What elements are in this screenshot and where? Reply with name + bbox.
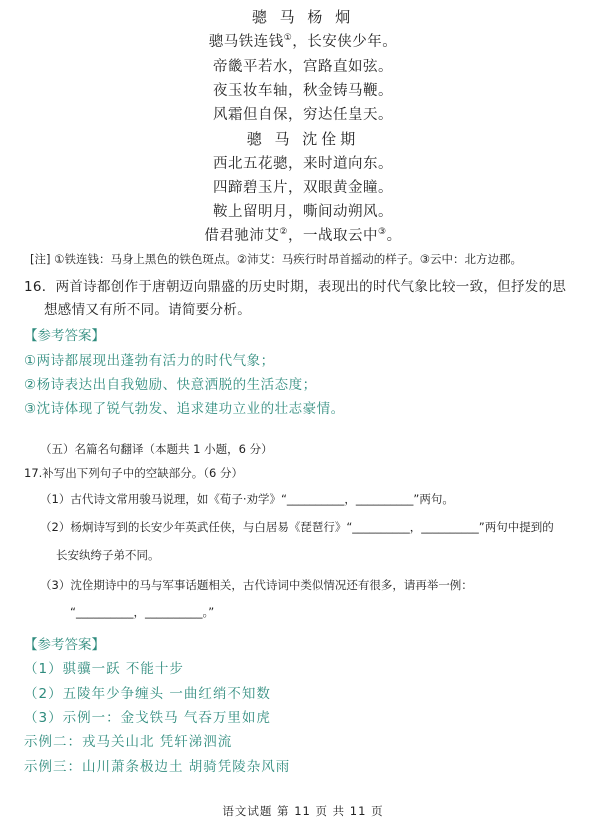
question-17-part-3b: “__________，__________。” [70, 605, 215, 619]
poem1-title: 骢 马 杨 炯 [251, 8, 355, 26]
poem2-line-4-b: ，一战取云中 [288, 228, 378, 244]
answer-16-item-3: ③沈诗体现了锐气勃发、追求建功立业的壮志豪情。 [24, 401, 345, 417]
poem1-line-3: 夜玉妆车轴，秋金铸马鞭。 [213, 83, 393, 99]
section-5-heading: （五）名篇名句翻译（本题共 1 小题，6 分） [40, 442, 273, 456]
footnote-mark-1: ① [283, 33, 293, 44]
poem-notes: [注] ①铁连钱：马身上黑色的铁色斑点。②沛艾：马疾行时昂首摇动的样子。③云中：北方边郡。 [30, 252, 523, 266]
poem2-line-4-a: 借君驰沛艾 [204, 228, 280, 244]
answer-17-item-3: （3）示例一：金戈铁马 气吞万里如虎 [24, 710, 271, 726]
poem1-line-1-rest: ，长安侠少年。 [292, 34, 398, 50]
poem2-line-3: 鞍上留明月，嘶间动朔风。 [213, 204, 393, 220]
answer-16-item-1: ①两诗都展现出蓬勃有活力的时代气象； [24, 353, 275, 369]
poem2-line-4 [0, 224, 606, 245]
answer-17-heading: 【参考答案】 [24, 637, 105, 653]
poem1-line-1 [0, 30, 606, 51]
question-16-line-2: 想感情又有所不同。请简要分析。 [44, 302, 251, 318]
poem2-line-1: 西北五花骢，来时道向东。 [213, 156, 393, 172]
answer-17-item-1: （1）骐骥一跃 不能十步 [24, 661, 184, 677]
answer-17-item-5: 示例三：山川萧条极边土 胡骑凭陵杂风雨 [24, 759, 291, 775]
poem1-line-1-text: 骢马铁连钱 [208, 34, 284, 50]
page-footer: 语文试题 第 11 页 共 11 页 [222, 804, 384, 818]
answer-17-item-4: 示例二：戎马关山北 凭轩涕泗流 [24, 734, 233, 750]
answer-16-item-2: ②杨诗表达出自我勉励、快意洒脱的生活态度； [24, 377, 317, 393]
question-17-part-1: （1）古代诗文常用骏马说理，如《荀子·劝学》“__________，__________”两句。 [40, 492, 454, 506]
question-17-part-2b: 长安纨绔子弟不同。 [56, 548, 160, 562]
question-17-part-2a: （2）杨炯诗写到的长安少年英武任侠，与白居易《琵琶行》“__________，__________”两句中提到的 [40, 520, 554, 534]
poem2-title: 骢 马 沈佺期 [246, 130, 360, 148]
footnote-mark-2: ② [279, 227, 288, 238]
question-17-stem: 17.补写出下列句子中的空缺部分。（6 分） [24, 466, 244, 480]
question-17-part-3a: （3）沈佺期诗中的马与军事话题相关，古代诗词中类似情况还有很多，请再举一例： [40, 578, 473, 592]
poem1-line-4: 风霜但自保，穷达任皇天。 [213, 107, 393, 123]
answer-16-heading: 【参考答案】 [24, 328, 105, 344]
poem2-line-4-c: 。 [386, 228, 402, 244]
question-16-line-1: 16．两首诗都创作于唐朝迈向鼎盛的历史时期，表现出的时代气象比较一致，但抒发的思 [24, 279, 567, 295]
poem2-line-2: 四蹄碧玉片，双眼黄金瞳。 [213, 180, 393, 196]
poem1-line-2: 帝畿平若水，宫路直如弦。 [213, 59, 393, 75]
answer-17-item-2: （2）五陵年少争缠头 一曲红绡不知数 [24, 686, 271, 702]
footnote-mark-3: ③ [378, 227, 387, 238]
